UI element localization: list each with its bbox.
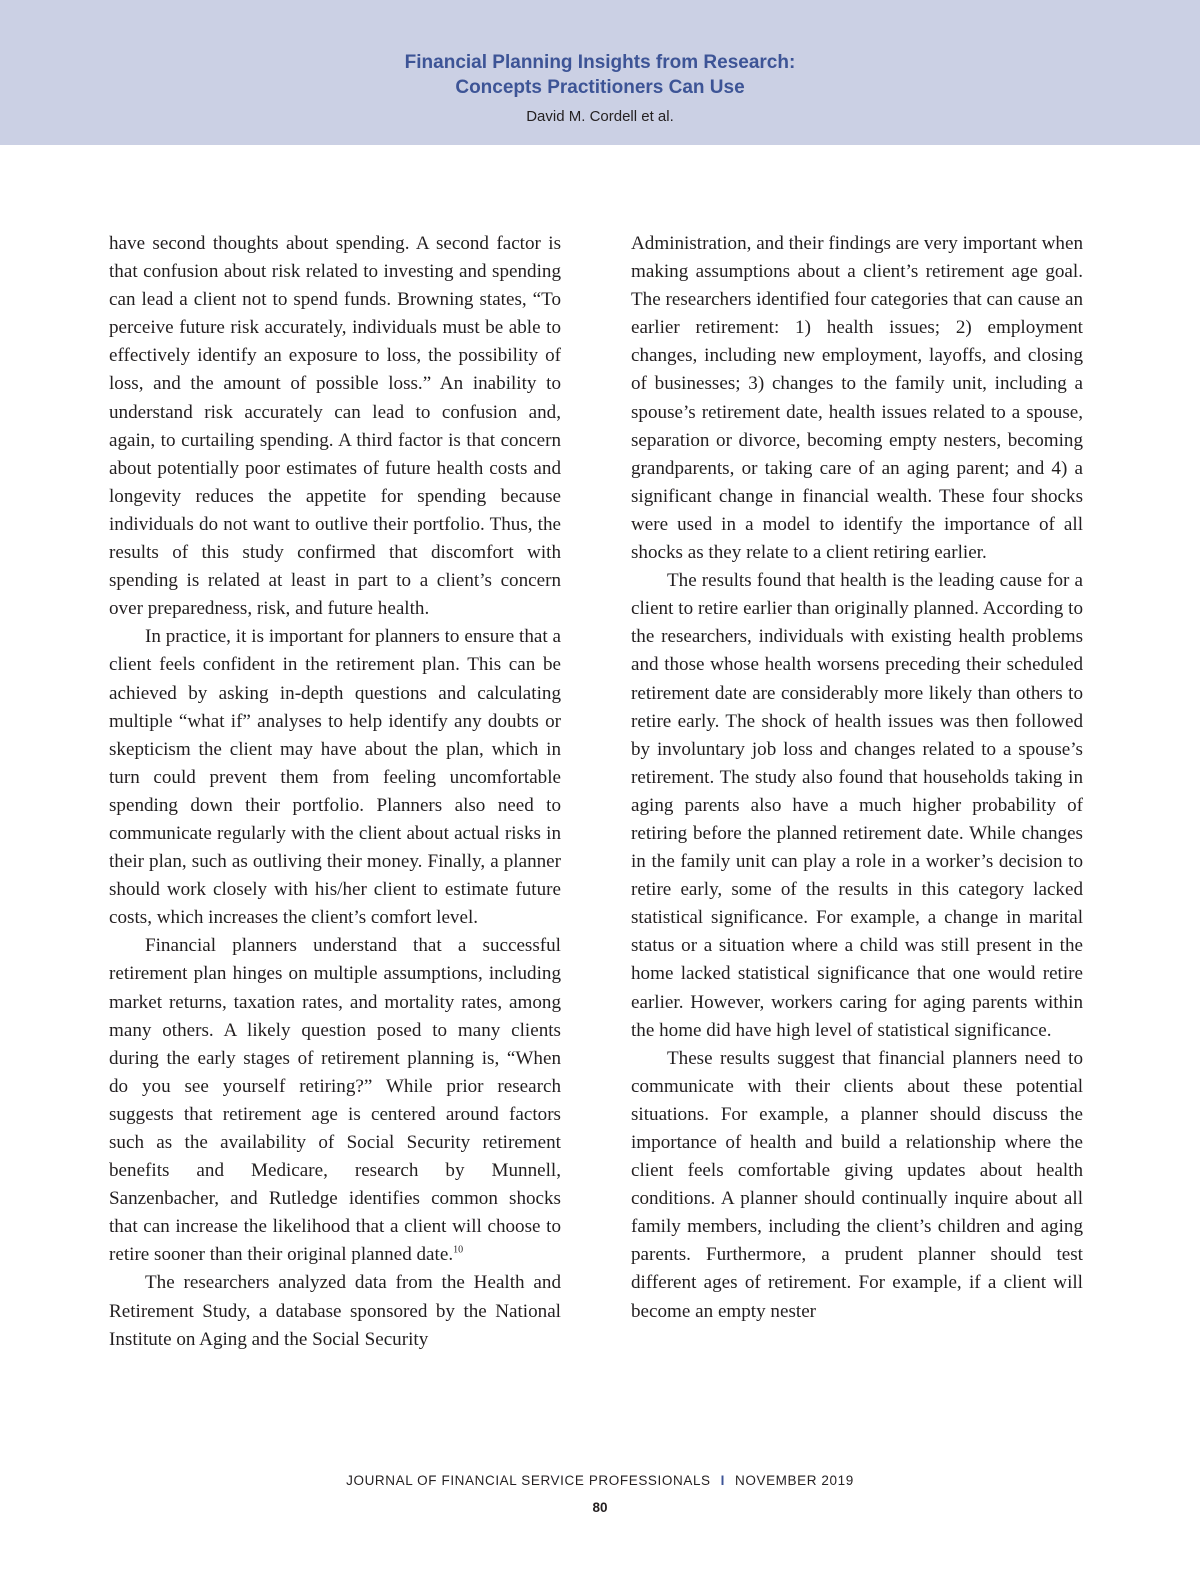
paragraph: In practice, it is important for planners to ensure that a client feels confident in the retirement plan. This can be achieved by asking in-depth questions and calculating multiple “what if” analyses to help identify any doubts or skepticism the client may have about the plan, which in turn could prevent them from feeling uncomfortable spending down their portfolio. Planners also need to communicate regularly with the client about actual risks in their plan, such as outliving their money. Finally, a planner should work closely with his/her client to estimate future costs, which increases the client’s comfort level. <box>109 626 561 929</box>
paragraph-with-footnote <box>109 932 561 1269</box>
footer-separator: I <box>720 1473 726 1488</box>
page-footer <box>0 1473 1200 1488</box>
article-title-line2: Concepts Practitioners Can Use <box>455 77 745 98</box>
footnote-ref: 10 <box>453 1245 464 1257</box>
journal-name: JOURNAL OF FINANCIAL SERVICE PROFESSIONALS <box>346 1473 711 1488</box>
left-column <box>109 230 561 1354</box>
right-column <box>631 230 1083 1326</box>
paragraph: These results suggest that financial planners need to communicate with their clients about these potential situations. For example, a planner should discuss the importance of health and build a relationship where the client feels comfortable giving updates about health conditions. A planner should continually inquire about all family members, including the client’s children and aging parents. Furthermore, a prudent planner should test different ages of retirement. For example, if a client will become an empty nester <box>631 1047 1083 1322</box>
article-title-line1: Financial Planning Insights from Research: <box>404 52 796 73</box>
issue-date: NOVEMBER 2019 <box>735 1473 854 1488</box>
paragraph: The results found that health is the leading cause for a client to retire earlier than originally planned. According to the researchers, individuals with existing health problems and those whose health worsens preceding their scheduled retirement date are considerably more likely than others to retire early. The shock of health issues was then followed by involuntary job loss and changes related to a spouse’s retirement. The study also found that households taking in aging parents also have a much higher probability of retiring before the planned retirement date. While changes in the family unit can play a role in a worker’s decision to retire early, some of the results in this category lacked statistical significance. For example, a change in marital status or a situation where a child was still present in the home lacked statistical significance that one would retire earlier. However, workers caring for aging parents within the home did have high level of statistical significance. <box>631 570 1083 1041</box>
page-number: 80 <box>592 1500 608 1515</box>
article-author: David M. Cordell et al. <box>526 108 674 125</box>
paragraph: have second thoughts about spending. A second factor is that confusion about risk related to investing and spending can lead a client not to spend funds. Browning states, “To perceive future risk accurately, individuals must be able to effectively identify an exposure to loss, the possibility of loss, and the amount of possible loss.” An inability to understand risk accurately can lead to confusion and, again, to curtailing spending. A third factor is that concern about potentially poor estimates of future health costs and longevity reduces the appetite for spending because individuals do not want to outlive their portfolio. Thus, the results of this study confirmed that discomfort with spending is related at least in part to a client’s concern over preparedness, risk, and future health. <box>109 233 561 620</box>
paragraph: Administration, and their findings are very important when making assumptions about a client’s retirement age goal. The researchers identified four categories that can cause an earlier retirement: 1) health issues; 2) employment changes, including new employment, layoffs, and closing of businesses; 3) changes to the family unit, including a spouse’s retirement date, health issues related to a spouse, separation or divorce, becoming empty nesters, becoming grandparents, or taking care of an aging parent; and 4) a significant change in financial wealth. These four shocks were used in a model to identify the importance of all shocks as they relate to a client retiring earlier. <box>631 233 1083 564</box>
paragraph-text: Financial planners understand that a successful retirement plan hinges on multiple assumptions, including market returns, taxation rates, and mortality rates, among many others. A likely question posed to many clients during the early stages of retirement planning is, “When do you see yourself retiring?” While prior research suggests that retirement age is centered around factors such as the availability of Social Security retirement benefits and Medicare, research by Munnell, Sanzenbacher, and Rutledge identifies common shocks that can increase the likelihood that a client will choose to retire sooner than their original planned date. <box>109 935 561 1266</box>
paragraph: The researchers analyzed data from the Health and Retirement Study, a database sponsored by the National Institute on Aging and the Social Security <box>109 1272 561 1350</box>
page-header <box>0 0 1200 145</box>
